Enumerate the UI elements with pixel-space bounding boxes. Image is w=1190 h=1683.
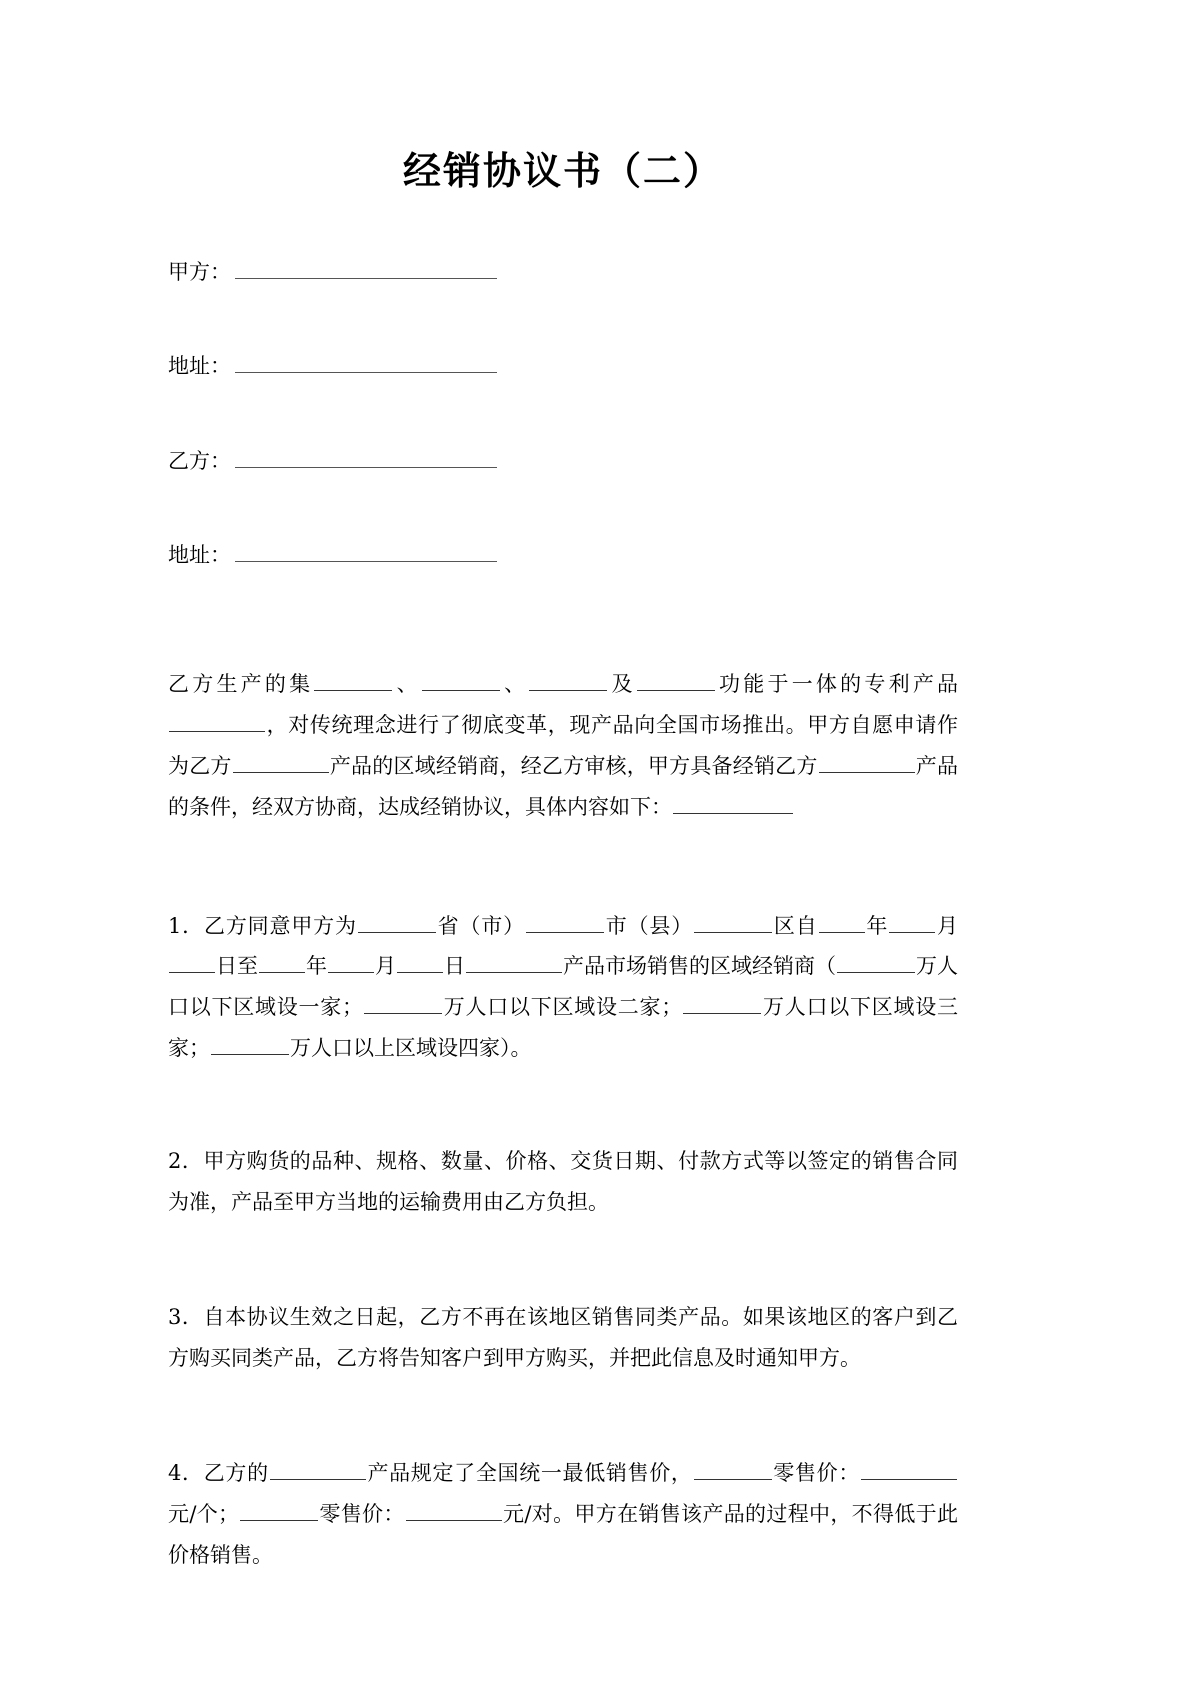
party-row-yifang-address <box>168 539 958 572</box>
clause-1-blank-end-day[interactable] <box>397 951 443 973</box>
clause-1-text-15: 万人口以上区域设四家）。 <box>290 1036 532 1061</box>
party-value-jiafang[interactable] <box>235 256 497 279</box>
clause-1-blank-province[interactable] <box>358 910 436 932</box>
clause-4-text-3: 零售价： <box>772 1461 861 1486</box>
party-row-jiafang <box>168 256 958 289</box>
clause-2-number: 2． <box>168 1149 204 1174</box>
clause-4-text-2: 产品规定了全国统一最低销售价， <box>366 1461 693 1486</box>
clause-1-blank-city[interactable] <box>526 910 604 932</box>
clause-1-blank-end-month[interactable] <box>328 951 374 973</box>
clause-1-number: 1． <box>168 913 205 938</box>
clause-1-text-5: 年 <box>865 913 889 938</box>
clause-1-text-4: 区自 <box>773 913 818 938</box>
party-label-yifang-address: 地址： <box>168 543 231 568</box>
clause-1-blank-district[interactable] <box>694 910 772 932</box>
intro-blank-8[interactable] <box>673 791 793 813</box>
clause-4-blank-price-1[interactable] <box>861 1458 957 1480</box>
clause-3-text: 自本协议生效之日起，乙方不再在该地区销售同类产品。如果该地区的客户到乙方购买同类产品，乙方将告知客户到甲方购买，并把此信息及时通知甲方。 <box>168 1305 958 1371</box>
intro-text-2: 、 <box>393 671 421 696</box>
clause-3-number: 3． <box>168 1305 204 1330</box>
clause-4-text-6: 元/对。甲方在销售该产品的过程中，不得低于此价格销售。 <box>168 1501 958 1567</box>
intro-blank-2[interactable] <box>422 668 500 690</box>
clause-1-text-3: 市（县） <box>604 913 694 938</box>
clause-1-blank-start-year[interactable] <box>819 910 865 932</box>
party-label-jiafang: 甲方： <box>168 259 231 284</box>
clause-1-text-13: 万人口以下区域设二家； <box>443 995 683 1020</box>
intro-blank-7[interactable] <box>819 750 915 772</box>
intro-blank-5[interactable] <box>169 709 265 731</box>
intro-blank-3[interactable] <box>529 668 607 690</box>
clause-1-text-8: 年 <box>306 954 327 979</box>
party-label-yifang: 乙方： <box>168 448 231 473</box>
intro-text-6: ，对传统理念进行了彻底变革，现产品向全国市场推出。甲方自愿申请作为乙方 <box>168 712 958 778</box>
clause-1-text-10: 日 <box>444 954 465 979</box>
intro-text-4: 及 <box>608 671 636 696</box>
clause-1-text-11: 产品市场销售的区域经销商（ <box>563 954 836 979</box>
clause-1-text-2: 省（市） <box>436 913 525 938</box>
clause-1-blank-product[interactable] <box>466 951 562 973</box>
clause-4-blank-product[interactable] <box>270 1458 366 1480</box>
intro-text-7: 产品的区域经销商，经乙方审核，甲方具备经销乙方 <box>329 753 818 778</box>
clause-1-text-14: 万人口以下区域设三家； <box>168 995 958 1061</box>
clause-1-text-12: 万人口以下区域设一家； <box>168 954 958 1020</box>
intro-blank-4[interactable] <box>637 668 715 690</box>
document-body <box>168 0 958 1576</box>
clause-2 <box>168 1141 958 1223</box>
clause-1-text-1: 乙方同意甲方为 <box>204 913 357 938</box>
clause-1-text-7: 日至 <box>216 954 258 979</box>
intro-text-3: 、 <box>500 671 529 696</box>
clause-1-blank-pop-3[interactable] <box>683 992 761 1014</box>
intro-text-5: 功能于一体的专利产品 <box>715 671 959 696</box>
party-row-jiafang-address <box>168 350 958 383</box>
intro-paragraph <box>168 664 958 828</box>
party-value-jiafang-address[interactable] <box>235 350 497 373</box>
intro-blank-1[interactable] <box>314 668 392 690</box>
clause-1-blank-start-month[interactable] <box>889 910 935 932</box>
page-title: 经销协议书（二） <box>402 148 723 193</box>
intro-text-8: 产品的条件，经双方协商，达成经销协议，具体内容如下： <box>168 753 959 819</box>
party-value-yifang[interactable] <box>235 445 497 468</box>
party-value-yifang-address[interactable] <box>235 539 497 562</box>
clause-4-blank-item-1[interactable] <box>694 1458 772 1480</box>
clause-1-text-9: 月 <box>375 954 396 979</box>
clause-2-text: 甲方购货的品种、规格、数量、价格、交货日期、付款方式等以签定的销售合同为准，产品至甲方当地的运输费用由乙方负担。 <box>168 1149 958 1215</box>
party-info-block <box>168 256 958 572</box>
intro-blank-6[interactable] <box>233 750 329 772</box>
clause-4-blank-item-2[interactable] <box>240 1499 318 1521</box>
clause-1-blank-pop-4[interactable] <box>211 1033 289 1055</box>
party-row-yifang <box>168 445 958 478</box>
clause-1-blank-pop-1[interactable] <box>837 951 915 973</box>
clause-1-blank-pop-2[interactable] <box>364 992 442 1014</box>
clause-4-number: 4． <box>168 1461 204 1486</box>
clause-1-text-6: 月 <box>936 913 959 938</box>
clause-4-blank-price-2[interactable] <box>406 1499 502 1521</box>
clause-4-text-4: 元/个； <box>168 1501 240 1526</box>
clause-3 <box>168 1297 958 1379</box>
clause-1 <box>168 906 958 1070</box>
clause-1-blank-end-year[interactable] <box>259 951 305 973</box>
clause-4-text-5: 零售价： <box>319 1501 405 1526</box>
clause-4-text-1: 乙方的 <box>203 1461 269 1486</box>
party-label-jiafang-address: 地址： <box>168 354 231 379</box>
clause-1-blank-start-day[interactable] <box>169 951 215 973</box>
intro-text-1: 乙方生产的集 <box>168 671 314 696</box>
clause-4 <box>168 1453 958 1576</box>
